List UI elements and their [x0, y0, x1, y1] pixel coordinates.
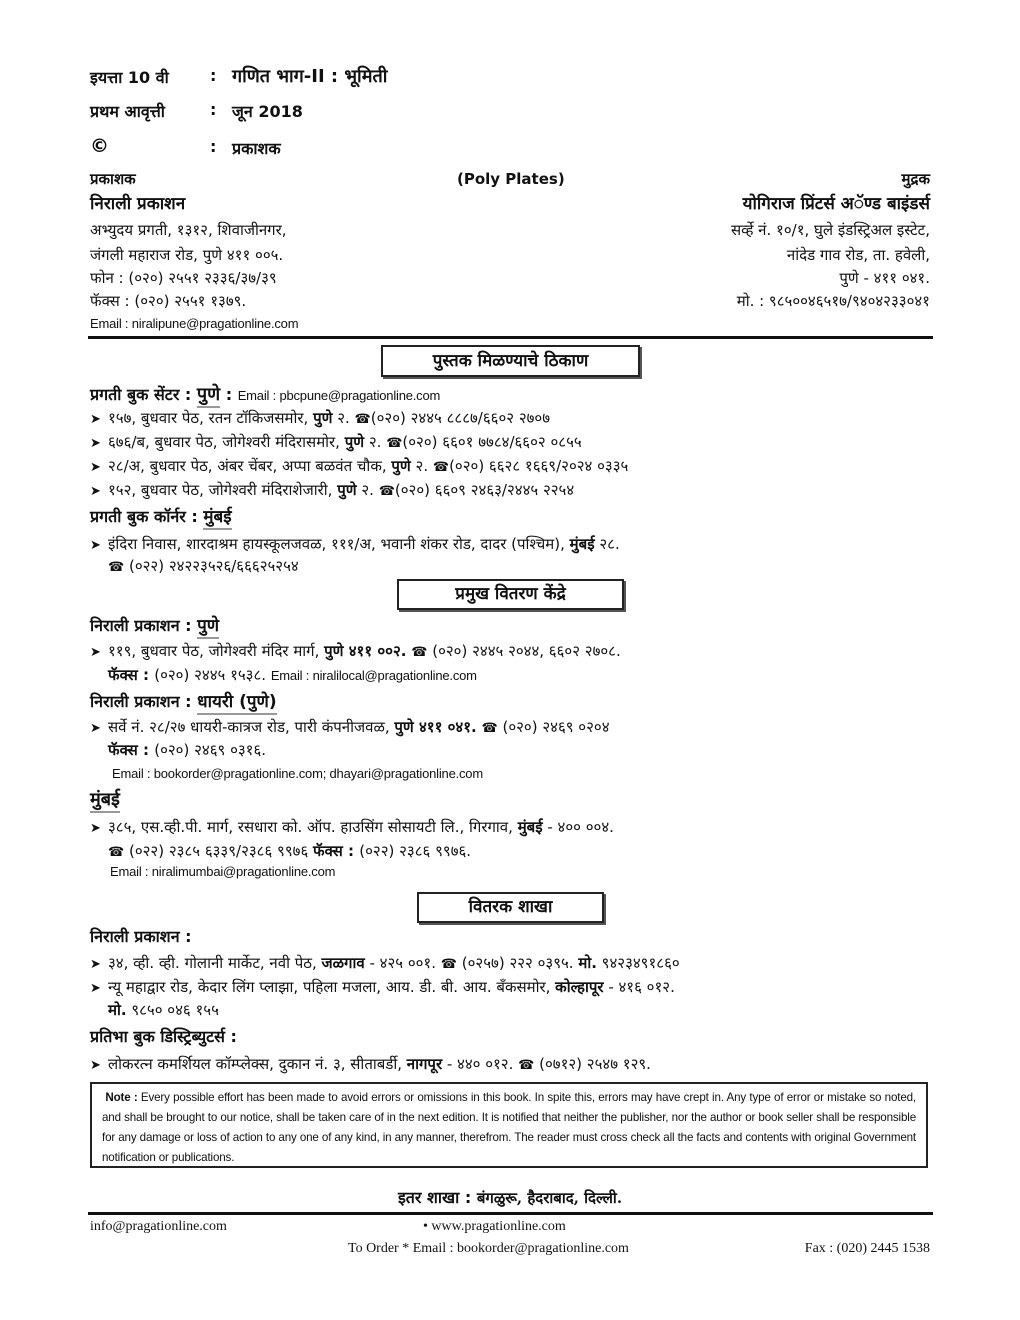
list-item: ➤ २८/अ, बुधवार पेठ, अंबर चेंबर, अप्पा बळवंत चौक, पुणे २. ☎(०२०) ६६२८ १६६९/२०२४ ०३३५ [90, 457, 629, 475]
copyright-symbol: © [90, 135, 109, 157]
publisher-role: प्रकाशक [90, 170, 136, 188]
publisher-fax: फॅक्स : (०२०) २५५१ १३७९. [90, 292, 247, 310]
arrow-icon: ➤ [90, 436, 101, 451]
list-item: ➤ इंदिरा निवास, शारदाश्रम हायस्कूलजवळ, १११/अ, भवानी शंकर रोड, दादर (पश्चिम), मुंबई २८. [90, 535, 620, 553]
arrow-icon: ➤ [90, 981, 101, 996]
arrow-icon: ➤ [90, 460, 101, 475]
fax-line: फॅक्स : (०२०) २४६९ ०३१६. [108, 741, 267, 759]
list-item: ➤ ३८५, एस.व्ही.पी. मार्ग, रसधारा को. ऑप. हाउसिंग सोसायटी लि., गिरगाव, मुंबई - ४०० ००४. [90, 818, 614, 836]
class-label: इयत्ता 10 वी [90, 68, 169, 87]
arrow-icon: ➤ [90, 957, 101, 972]
list-item: ➤ १५७, बुधवार पेठ, रतन टॉकिजसमोर, पुणे २. ☎(०२०) २४४५ ८८८७/६६०२ २७०७ [90, 409, 551, 427]
list-item: ➤ लोकरत्न कमर्शियल कॉम्प्लेक्स, दुकान नं. ३, सीताबर्डी, नागपूर - ४४० ०१२. ☎ (०७१२) २५४७ १२९. [90, 1055, 651, 1073]
nirali-branches-heading: निराली प्रकाशन : [90, 927, 192, 946]
pragati-pune-city: पुणे [197, 384, 220, 408]
arrow-icon: ➤ [90, 484, 101, 499]
phone-icon: ☎ [108, 845, 125, 860]
phone-icon: ☎ [354, 412, 371, 427]
book-title: गणित भाग-II : भूमिती [232, 66, 388, 87]
printer-role: मुद्रक [901, 170, 930, 188]
nirali-dhayari-city: धायरी (पुणे) [197, 692, 276, 715]
colon: : [210, 66, 217, 85]
other-branches: इतर शाखा : बंगळुरू, हैदराबाद, दिल्ली. [397, 1188, 623, 1207]
phone-line: ☎ (०२२) २४२२३५२६/६६६२५२५४ [108, 557, 299, 575]
mobile-line: मो. ९८५० ०४६ १५५ [108, 1001, 219, 1019]
arrow-icon: ➤ [90, 538, 101, 553]
publisher-name: निराली प्रकाशन [90, 194, 186, 214]
nirali-dhayari-heading: निराली प्रकाशन : धायरी (पुणे) [90, 689, 277, 712]
distribution-heading: प्रमुख वितरण केंद्रे [397, 579, 624, 610]
phone-icon: ☎ [518, 1058, 535, 1073]
edition-value: जून 2018 [232, 102, 303, 121]
pratibha-heading: प्रतिभा बुक डिस्ट्रिब्युटर्स : [90, 1027, 237, 1046]
nirali-pune-heading: निराली प्रकाशन : पुणे [90, 613, 219, 636]
list-item: ➤ ६७६/ब, बुधवार पेठ, जोगेश्वरी मंदिरासमोर, पुणे २. ☎(०२०) ६६०१ ७७८४/६६०२ ०८५५ [90, 433, 582, 451]
printer-address-2: नांदेड गाव रोड, ता. हवेली, [786, 246, 930, 264]
publisher-address-1: अभ्युदय प्रगती, १३१२, शिवाजीनगर, [90, 221, 287, 239]
pragati-mumbai-city: मुंबई [203, 507, 231, 530]
phone-icon: ☎ [411, 645, 428, 660]
publisher-email: Email : niralipune@pragationline.com [90, 316, 299, 331]
phone-icon: ☎ [440, 957, 457, 972]
phone-icon: ☎ [108, 560, 125, 575]
printer-address-1: सर्व्हे नं. १०/१, घुले इंडस्ट्रिअल इस्टेट, [730, 221, 930, 239]
branch-heading: वितरक शाखा [417, 892, 604, 923]
phone-fax-line: ☎ (०२२) २३८५ ६३३९/२३८६ ९९७६ फॅक्स : (०२२) २३८६ ९९७६. [108, 842, 472, 860]
list-item: ➤ न्यू महाद्वार रोड, केदार लिंग प्लाझा, पहिला मजला, आय. डी. बी. आय. बँकसमोर, कोल्हापूर - ४१६ ०१२. [90, 978, 675, 996]
printer-name: योगिराज प्रिंटर्स अॅण्ड बाइंडर्स [742, 194, 930, 214]
footer-website[interactable]: • www.pragationline.com [423, 1219, 566, 1234]
footer-order-email[interactable]: To Order * Email : bookorder@pragationline.com [348, 1241, 629, 1256]
list-item: ➤ १५२, बुधवार पेठ, जोगेश्वरी मंदिराशेजारी, पुणे २. ☎(०२०) ६६०९ २४६३/२४४५ २२५४ [90, 481, 575, 499]
printer-mobile: मो. : ९८५००४६५१७/९४०४२३३०४१ [736, 292, 930, 310]
list-item: ➤ ११९, बुधवार पेठ, जोगेश्वरी मंदिर मार्ग, पुणे ४११ ००२. ☎ (०२०) २४४५ २०४४, ६६०२ २७०८. [90, 642, 621, 660]
arrow-icon: ➤ [90, 645, 101, 660]
colon: : [210, 100, 217, 119]
nirali-pune-city: पुणे [197, 616, 219, 639]
arrow-icon: ➤ [90, 1058, 101, 1073]
pragati-pune-heading [90, 382, 440, 406]
footer-divider [88, 1212, 933, 1215]
publisher-phone: फोन : (०२०) २५५१ २३३६/३७/३९ [90, 269, 277, 287]
printer-address-3: पुणे - ४११ ०४१. [839, 269, 930, 287]
list-item: ➤ ३४, व्ही. व्ही. गोलानी मार्केट, नवी पेठ, जळगाव - ४२५ ००१. ☎ (०२५७) २२२ ०३९५. मो. ९४२३४९१८६० [90, 954, 680, 972]
pragati-mumbai-heading: प्रगती बुक कॉर्नर : मुंबई [90, 504, 232, 527]
arrow-icon: ➤ [90, 412, 101, 427]
publisher-address-2: जंगली महाराज रोड, पुणे ४११ ००५. [90, 246, 284, 264]
arrow-icon: ➤ [90, 821, 101, 836]
note-text: Every possible effort has been made to avoid errors or omissions in this book. In spite this, errors may have crept in. Any type of error or mistake so noted, and shall be brought to our notice, shall be taken care of in the next edition. It is notified that neither the publisher, nor the author or book seller shall be responsible for any damage or loss of action to any one of any kind, in any manner, therefrom. The reader must cross check all the facts and contents with original Government notification or publications. [102, 1091, 916, 1164]
edition-label: प्रथम आवृत्ती [90, 102, 165, 121]
disclaimer-note [90, 1082, 928, 1168]
colon: : [210, 137, 217, 156]
mumbai-heading: मुंबई [90, 787, 120, 811]
dhayari-email: Email : bookorder@pragationline.com; dhayari@pragationline.com [112, 766, 483, 781]
phone-icon: ☎ [378, 484, 395, 499]
list-item: ➤ सर्वे नं. २८/२७ धायरी-कात्रज रोड, पारी कंपनीजवळ, पुणे ४११ ०४१. ☎ (०२०) २४६९ ०२०४ [90, 718, 610, 736]
phone-icon: ☎ [386, 436, 403, 451]
book-locations-heading: पुस्तक मिळण्याचे ठिकाण [381, 345, 640, 377]
arrow-icon: ➤ [90, 721, 101, 736]
divider [88, 336, 933, 339]
pragati-pune-suffix: : [220, 385, 238, 404]
footer-info-email[interactable]: info@pragationline.com [90, 1219, 227, 1234]
pragati-pune-email: Email : pbcpune@pragationline.com [237, 388, 441, 403]
footer-fax: Fax : (020) 2445 1538 [804, 1241, 930, 1256]
poly-plates-label: (Poly Plates) [457, 170, 565, 188]
pragati-pune-prefix: प्रगती बुक सेंटर : [90, 385, 197, 404]
phone-icon: ☎ [432, 460, 450, 475]
note-label: Note : [105, 1091, 138, 1104]
copyright-value: प्रकाशक [232, 139, 281, 158]
fax-line: फॅक्स : (०२०) २४४५ १५३८. Email : niralilocal@pragationline.com [108, 666, 477, 684]
phone-icon: ☎ [481, 721, 498, 736]
mumbai-email: Email : niralimumbai@pragationline.com [110, 864, 336, 879]
